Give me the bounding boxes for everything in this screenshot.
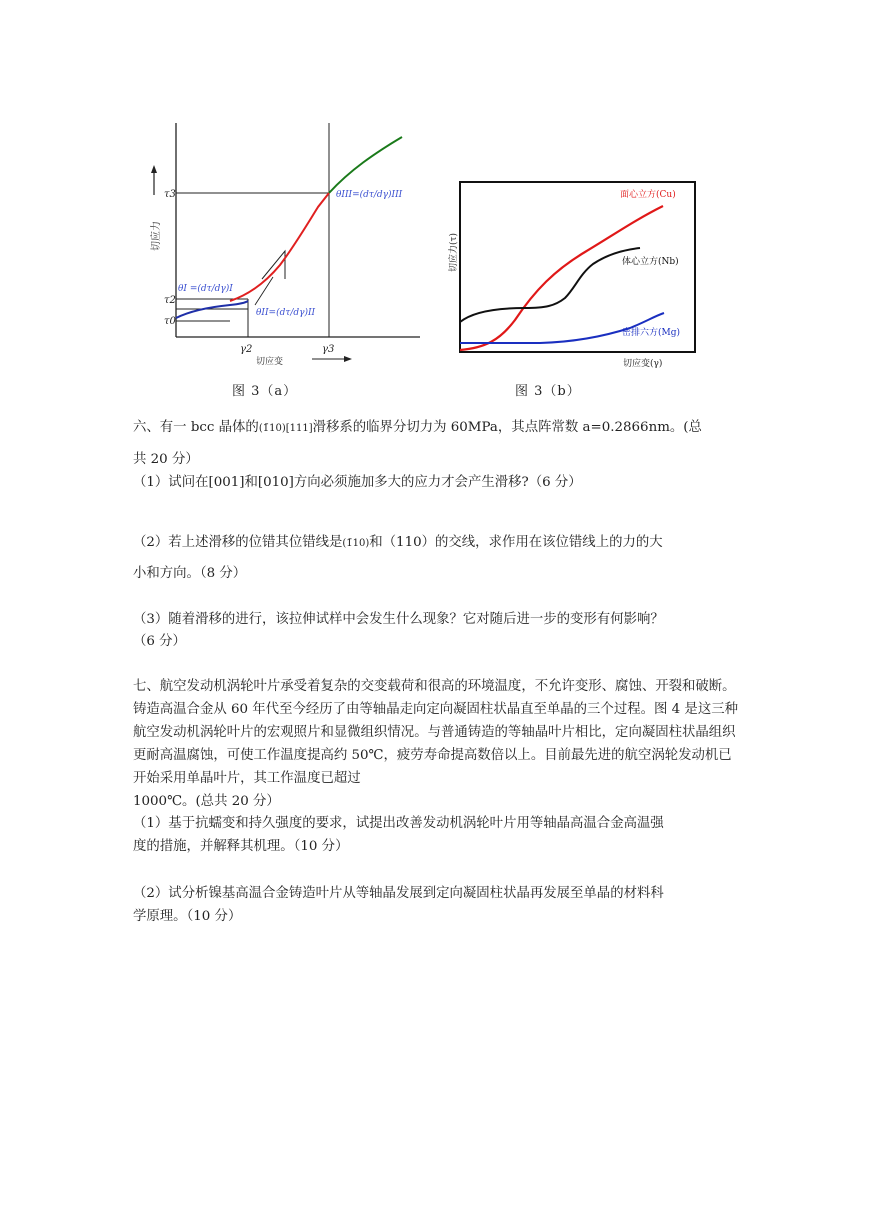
q7-part2-line2: 学原理。（10 分） [133, 909, 242, 924]
q6-line2: 共 20 分） [133, 452, 199, 467]
q6-part2-line2: 小和方向。（8 分） [133, 566, 247, 581]
figure-3b-caption: 图 3（b） [515, 384, 581, 399]
q6-part2-line1: （2）若上述滑移的位错其位错线是(1̄10)和（110）的交线，求作用在该位错线上的力的大 [133, 535, 663, 550]
q6-part1: （1）试问在[001]和[010]方向必须施加多大的应力才会产生滑移?（6 分） [133, 475, 582, 490]
tau0-label: τ0 [164, 316, 176, 327]
figure-3a [130, 115, 430, 375]
q7-body: 七、航空发动机涡轮叶片承受着复杂的交变载荷和很高的环境温度，不允许变形、腐蚀、开裂和破断。铸造高温合金从 60 年代至今经历了由等轴晶走向定向凝固柱状晶直至单晶的三个过程。图 4 是这三种航空发动机涡轮叶片的宏观照片和显微组织情况。与普通铸造的等轴晶叶片相比，定向凝固柱状晶组织更耐高温腐蚀，可使工作温度提高约 50℃，疲劳寿命提高数倍以上。目前最先进的航空涡轮发动机已开始采用单晶叶片，其工作温度已超过 [133, 679, 738, 786]
figure-3a-caption: 图 3（a） [232, 384, 298, 399]
x-axis-label: 切应变 [256, 357, 284, 367]
x-arrow-icon [344, 356, 352, 362]
q6-line1: 六、有一 bcc 晶体的(1̄10)[111]滑移系的临界分切力为 60MPa，其点阵常数 a=0.2866nm。(总 [133, 420, 702, 435]
q7-part2-line1: （2）试分析镍基高温合金铸造叶片从等轴晶发展到定向凝固柱状晶再发展至单晶的材料科 [133, 886, 664, 901]
theta2-formula: θII=(dτ/dγ)II [256, 308, 316, 318]
q7-body-end: 1000℃。(总共 20 分） [133, 794, 280, 809]
slip-direction: [111] [285, 423, 313, 434]
stage-3-curve [329, 137, 402, 193]
stage-2-curve [230, 193, 329, 301]
q6-part3-line1: （3）随着滑移的进行，该拉伸试样中会发生什么现象？它对随后进一步的变形有何影响？ [133, 612, 664, 627]
theta1-formula: θI =(dτ/dγ)I [178, 284, 233, 294]
y-axis-label-b: 切应力(τ) [449, 232, 459, 272]
q6-part3-line2: （6 分） [133, 634, 186, 649]
legend-nb: 体心立方(Nb) [622, 257, 679, 267]
figure-3b [445, 170, 715, 375]
y-axis-label: 切应力 [151, 221, 162, 251]
tau2-label: τ2 [164, 295, 176, 306]
gamma3-label: γ3 [322, 344, 335, 355]
dislocation-plane: (1̄10) [342, 538, 370, 549]
y-arrow-icon [151, 165, 157, 173]
q7-part1-line2: 度的措施，并解释其机理。（10 分） [133, 839, 349, 854]
legend-mg: 密排六方(Mg) [622, 328, 680, 338]
legend-cu: 面心立方(Cu) [620, 190, 676, 200]
q7-part1-line1: （1）基于抗蠕变和持久强度的要求，试提出改善发动机涡轮叶片用等轴晶高温合金高温强 [133, 816, 664, 831]
gamma2-label: γ2 [240, 344, 253, 355]
slip-plane: (1̄10) [258, 423, 286, 434]
theta3-formula: θIII=(dτ/dγ)III [336, 190, 403, 200]
series-nb-line [460, 248, 640, 322]
x-axis-label-b: 切应变(γ) [623, 359, 663, 369]
tau3-label: τ3 [164, 189, 176, 200]
